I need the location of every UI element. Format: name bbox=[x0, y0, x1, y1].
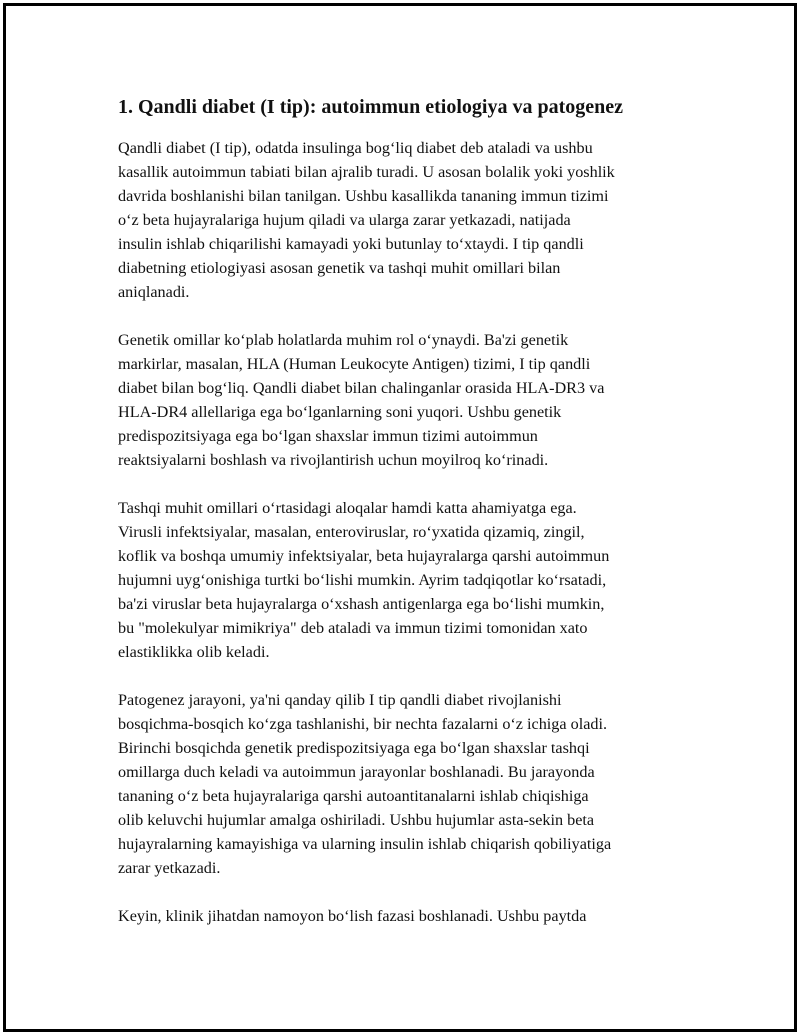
paragraph-line: bosqichma-bosqich ko‘zga tashlanishi, bir nechta fazalarni o‘z ichiga oladi. bbox=[118, 715, 608, 733]
paragraph-pathogenesis bbox=[118, 688, 690, 880]
paragraph-line: davrida boshlanishi bilan tanilgan. Ushbu kasallikda tananing immun tizimi bbox=[118, 187, 609, 205]
paragraph-line: HLA-DR4 allellariga ega bo‘lganlarning soni yuqori. Ushbu genetik bbox=[118, 403, 562, 421]
paragraph-line: tananing o‘z beta hujayralariga qarshi autoantitanalarni ishlab chiqishiga bbox=[118, 787, 589, 805]
paragraph-line: hujayralarning kamayishiga va ularning insulin ishlab chiqarish qobiliyatiga bbox=[118, 835, 612, 853]
paragraph-line: Keyin, klinik jihatdan namoyon bo‘lish fazasi boshlanadi. Ushbu paytda bbox=[118, 907, 587, 925]
paragraph-line: Genetik omillar ko‘plab holatlarda muhim rol o‘ynaydi. Ba'zi genetik bbox=[118, 331, 569, 349]
paragraph-line: ba'zi viruslar beta hujayralarga o‘xshash antigenlarga ega bo‘lishi mumkin, bbox=[118, 595, 605, 613]
section-heading: 1. Qandli diabet (I tip): autoimmun etiologiya va patogenez bbox=[118, 96, 624, 118]
paragraph-line: zarar yetkazadi. bbox=[118, 859, 221, 877]
paragraph-line: Patogenez jarayoni, ya'ni qanday qilib I tip qandli diabet rivojlanishi bbox=[118, 691, 562, 709]
paragraph-line: hujumni uyg‘onishiga turtki bo‘lishi mumkin. Ayrim tadqiqotlar ko‘rsatadi, bbox=[118, 571, 607, 589]
paragraph-line: o‘z beta hujayralariga hujum qiladi va ularga zarar yetkazadi, natijada bbox=[118, 211, 571, 229]
paragraph-line: Birinchi bosqichda genetik predispozitsiyaga ega bo‘lgan shaxslar tashqi bbox=[118, 739, 590, 757]
paragraph-line: predispozitsiyaga ega bo‘lgan shaxslar immun tizimi autoimmun bbox=[118, 427, 538, 445]
paragraph-line: insulin ishlab chiqarilishi kamayadi yoki butunlay to‘xtaydi. I tip qandli bbox=[118, 235, 584, 253]
paragraph-line: aniqlanadi. bbox=[118, 283, 190, 301]
paragraph-line: Tashqi muhit omillari o‘rtasidagi aloqalar hamdi katta ahamiyatga ega. bbox=[118, 499, 577, 517]
paragraph-line: koflik va boshqa umumiy infektsiyalar, beta hujayralarga qarshi autoimmun bbox=[118, 547, 610, 565]
document-content bbox=[118, 92, 690, 952]
paragraph-line: diabetning etiologiyasi asosan genetik va tashqi muhit omillari bilan bbox=[118, 259, 561, 277]
paragraph-line: markirlar, masalan, HLA (Human Leukocyte Antigen) tizimi, I tip qandli bbox=[118, 355, 591, 373]
paragraph-line: reaktsiyalarni boshlash va rivojlantirish uchun moyilroq ko‘rinadi. bbox=[118, 451, 549, 469]
paragraph-clinical-phase bbox=[118, 904, 690, 928]
paragraph-environmental-factors bbox=[118, 496, 690, 664]
paragraph-line: omillarga duch keladi va autoimmun jarayonlar boshlanadi. Bu jarayonda bbox=[118, 763, 595, 781]
paragraph-genetic-factors bbox=[118, 328, 690, 472]
paragraph-etiology-intro bbox=[118, 136, 690, 304]
paragraph-line: elastiklikka olib keladi. bbox=[118, 643, 270, 661]
paragraph-line: diabet bilan bog‘liq. Qandli diabet bilan chalinganlar orasida HLA-DR3 va bbox=[118, 379, 605, 397]
paragraph-line: bu "molekulyar mimikriya" deb ataladi va immun tizimi tomonidan xato bbox=[118, 619, 588, 637]
paragraph-line: Virusli infektsiyalar, masalan, enteroviruslar, ro‘yxatida qizamiq, zingil, bbox=[118, 523, 585, 541]
paragraph-line: kasallik autoimmun tabiati bilan ajralib turadi. U asosan bolalik yoki yoshlik bbox=[118, 163, 615, 181]
paragraph-line: Qandli diabet (I tip), odatda insulinga bog‘liq diabet deb ataladi va ushbu bbox=[118, 139, 593, 157]
paragraph-line: olib keluvchi hujumlar amalga oshiriladi. Ushbu hujumlar asta-sekin beta bbox=[118, 811, 595, 829]
